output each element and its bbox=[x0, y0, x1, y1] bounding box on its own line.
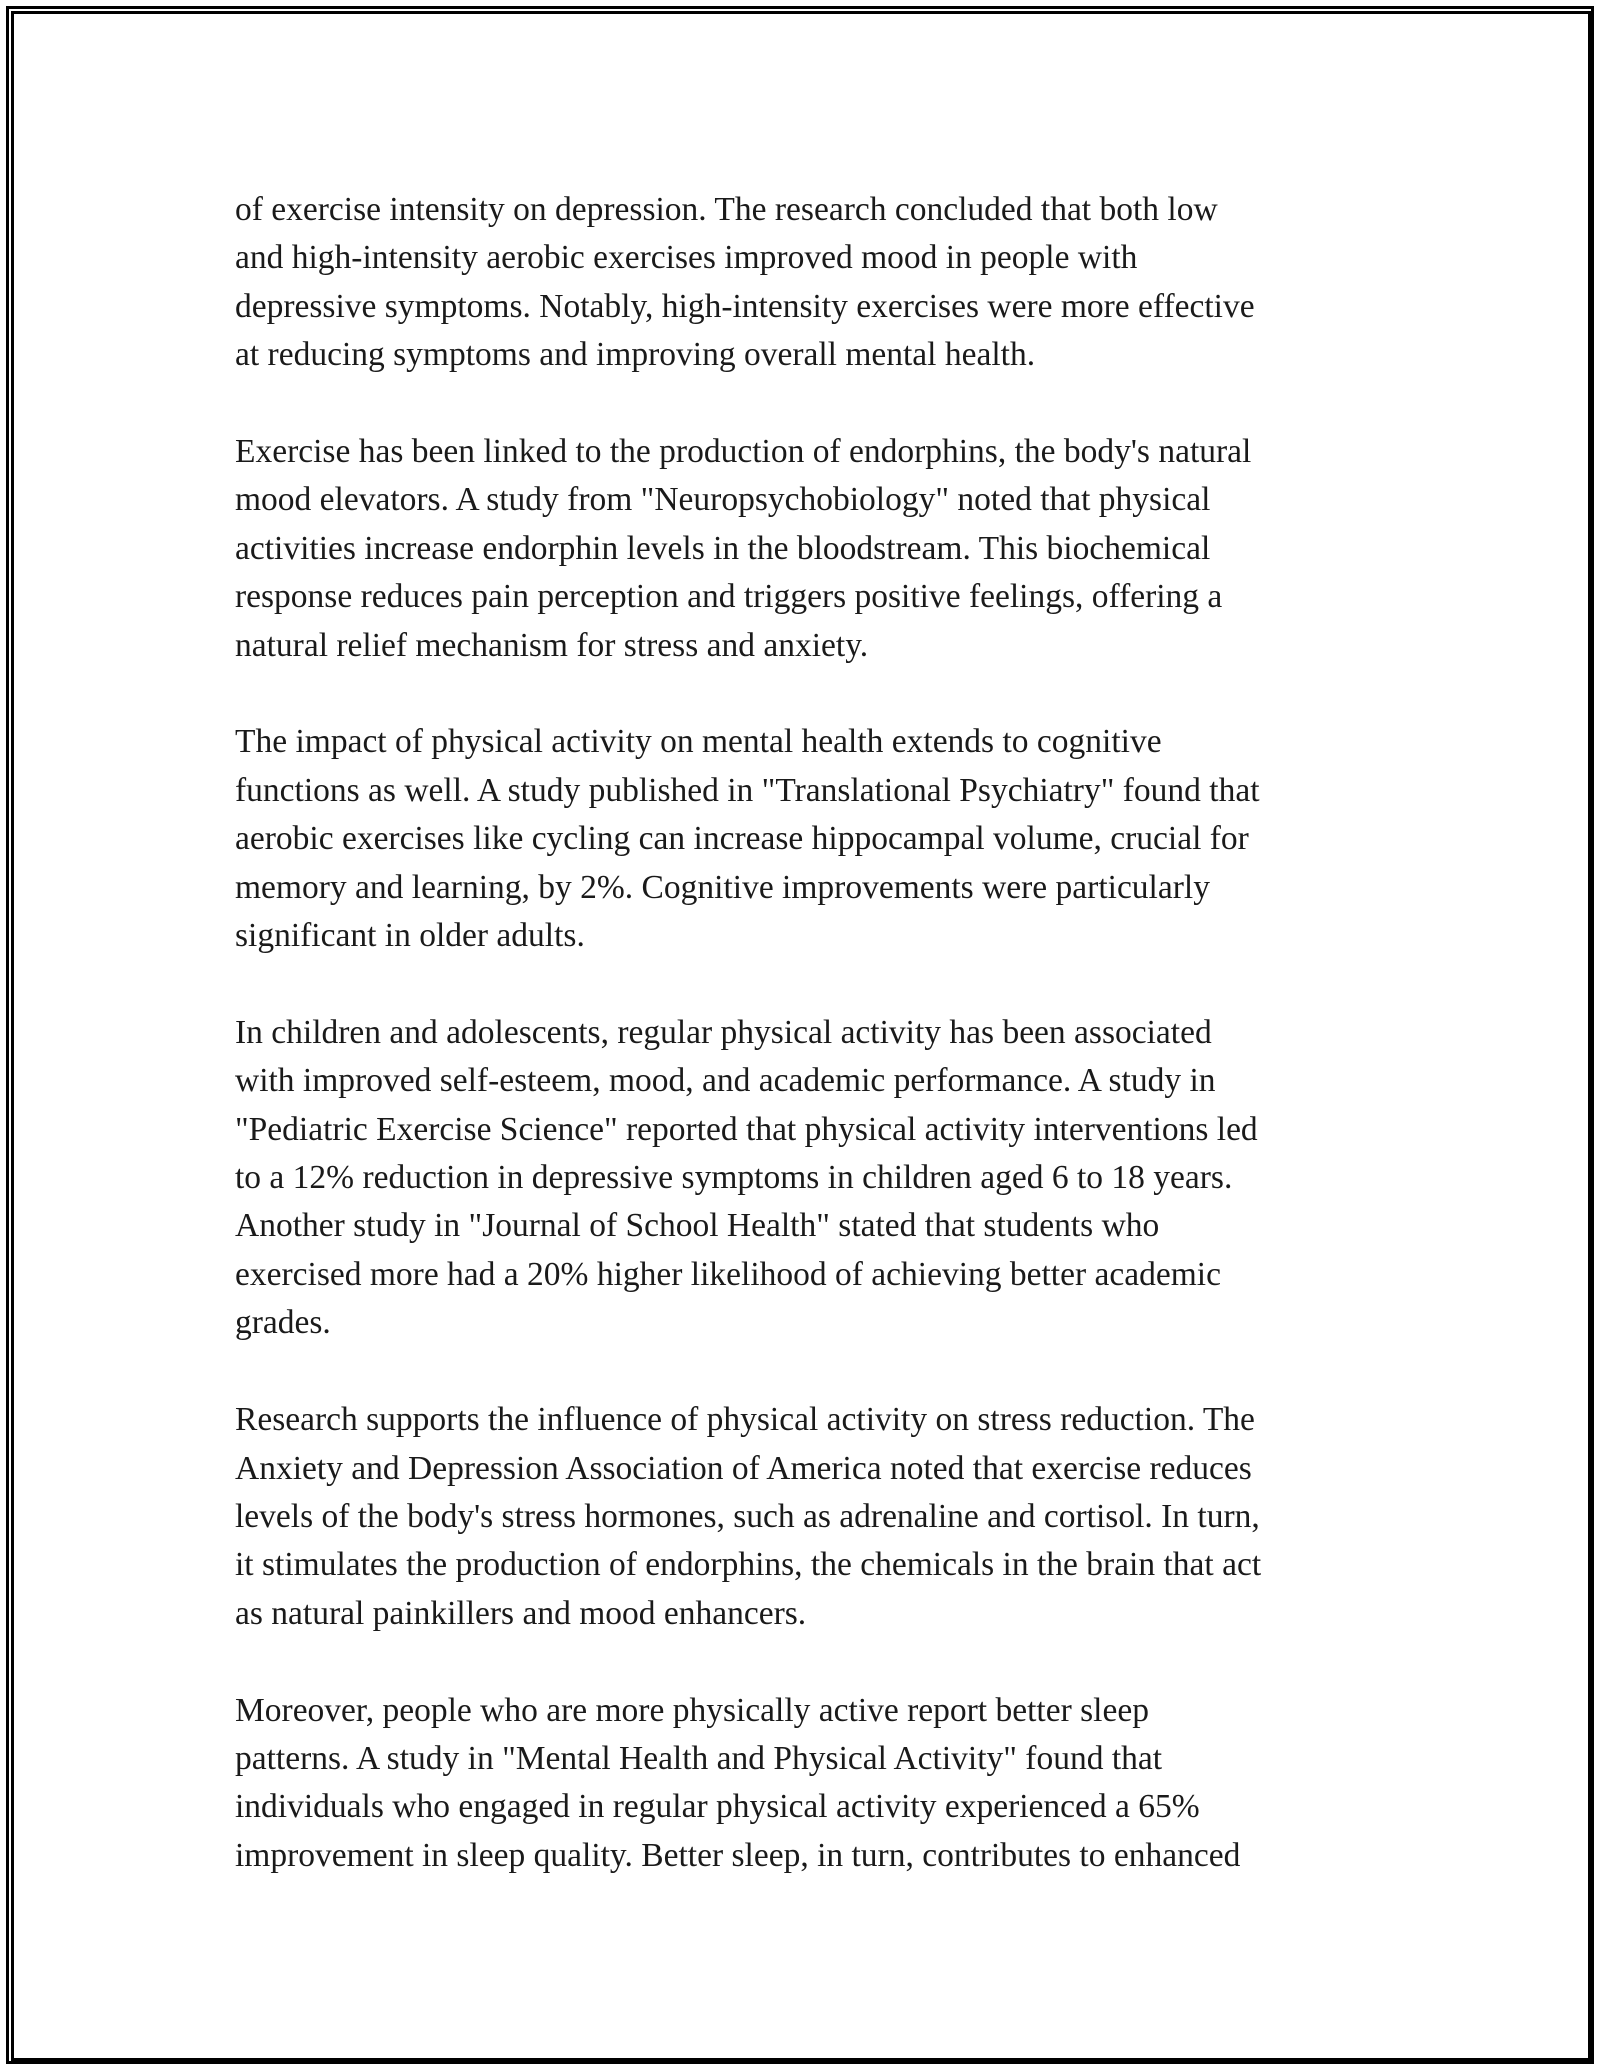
text-line: patterns. A study in "Mental Health and Physical Activity" found that bbox=[235, 1739, 1163, 1777]
text-line: grades. bbox=[235, 1304, 331, 1342]
text-line: aerobic exercises like cycling can increase hippocampal volume, crucial for bbox=[235, 820, 1249, 858]
paragraph-4 bbox=[235, 1009, 1370, 1348]
paragraph-6 bbox=[235, 1687, 1370, 1881]
text-line: Exercise has been linked to the production of endorphins, the body's natural bbox=[235, 433, 1252, 471]
text-line: improvement in sleep quality. Better sleep, in turn, contributes to enhanced bbox=[235, 1836, 1241, 1874]
text-line: activities increase endorphin levels in the bloodstream. This biochemical bbox=[235, 529, 1211, 567]
text-line: depressive symptoms. Notably, high-intensity exercises were more effective bbox=[235, 287, 1255, 325]
text-line: natural relief mechanism for stress and anxiety. bbox=[235, 626, 869, 664]
text-line: functions as well. A study published in "Translational Psychiatry" found that bbox=[235, 771, 1260, 809]
text-line: Another study in "Journal of School Health" stated that students who bbox=[235, 1207, 1160, 1245]
paragraph-1 bbox=[235, 186, 1370, 380]
text-line: at reducing symptoms and improving overall mental health. bbox=[235, 336, 1036, 374]
text-line: as natural painkillers and mood enhancers. bbox=[235, 1594, 807, 1632]
text-line: and high-intensity aerobic exercises improved mood in people with bbox=[235, 239, 1138, 277]
text-line: exercised more had a 20% higher likelihood of achieving better academic bbox=[235, 1255, 1221, 1293]
text-line: Research supports the influence of physical activity on stress reduction. The bbox=[235, 1401, 1255, 1439]
text-line: In children and adolescents, regular physical activity has been associated bbox=[235, 1013, 1212, 1051]
paragraph-2 bbox=[235, 428, 1370, 670]
text-line: mood elevators. A study from "Neuropsychobiology" noted that physical bbox=[235, 481, 1211, 519]
text-line: significant in older adults. bbox=[235, 917, 585, 955]
text-line: of exercise intensity on depression. The research concluded that both low bbox=[235, 191, 1218, 228]
text-line: it stimulates the production of endorphins, the chemicals in the brain that act bbox=[235, 1546, 1262, 1584]
text-line: Moreover, people who are more physically active report better sleep bbox=[235, 1691, 1149, 1729]
paragraph-3 bbox=[235, 718, 1370, 960]
text-line: levels of the body's stress hormones, such as adrenaline and cortisol. In turn, bbox=[235, 1497, 1260, 1535]
text-line: to a 12% reduction in depressive symptoms in children aged 6 to 18 years. bbox=[235, 1159, 1233, 1197]
text-line: response reduces pain perception and triggers positive feelings, offering a bbox=[235, 578, 1223, 616]
text-line: individuals who engaged in regular physical activity experienced a 65% bbox=[235, 1788, 1200, 1826]
document-body bbox=[235, 186, 1370, 1929]
text-line: Anxiety and Depression Association of America noted that exercise reduces bbox=[235, 1449, 1252, 1487]
paragraph-5 bbox=[235, 1396, 1370, 1638]
text-line: The impact of physical activity on mental health extends to cognitive bbox=[235, 723, 1162, 761]
text-line: memory and learning, by 2%. Cognitive improvements were particularly bbox=[235, 868, 1210, 906]
text-line: "Pediatric Exercise Science" reported that physical activity interventions led bbox=[235, 1110, 1258, 1148]
text-line: with improved self-esteem, mood, and academic performance. A study in bbox=[235, 1062, 1216, 1100]
